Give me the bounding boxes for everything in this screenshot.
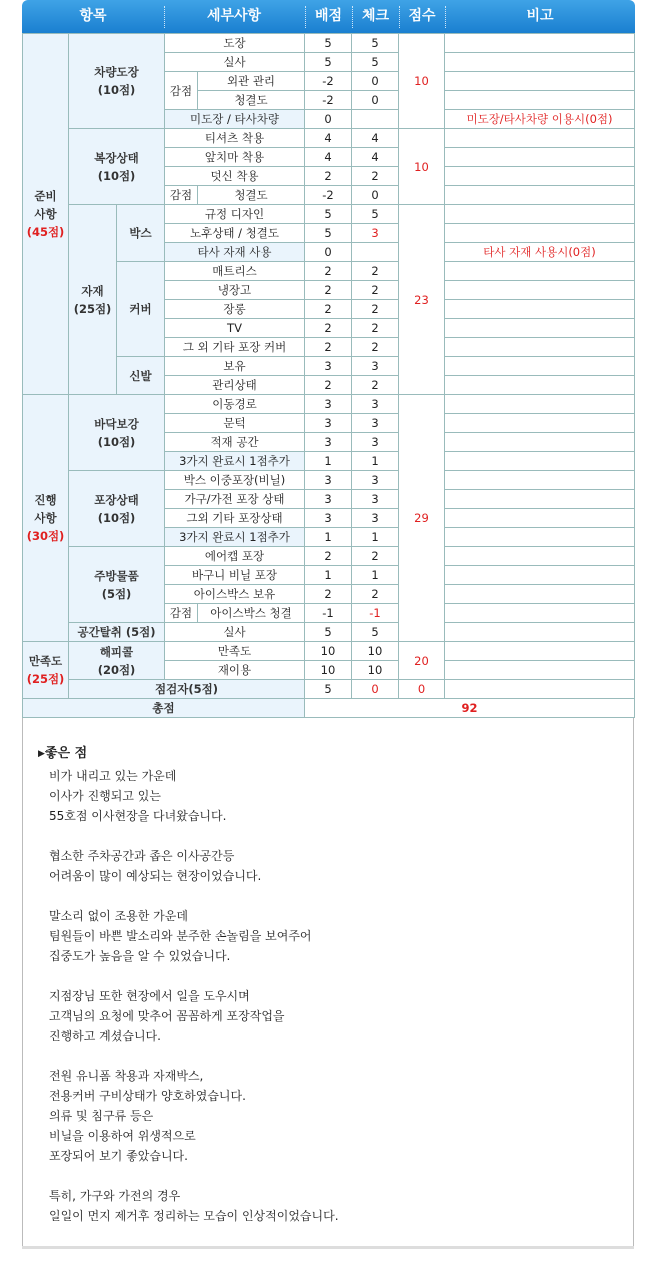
vehicle-pts: 5 xyxy=(305,34,352,53)
packing-pts: 3 xyxy=(305,471,352,490)
prep-label-2: 사항 xyxy=(34,207,57,221)
floor-detail: 이동경로 xyxy=(165,395,305,414)
material-score: 23 xyxy=(399,205,445,395)
cover-chk: 2 xyxy=(352,262,399,281)
notes-line: 어려움이 많이 예상되는 현장이었습니다. xyxy=(49,869,262,883)
shoe-chk: 3 xyxy=(352,357,399,376)
packing-detail: 그외 기타 포장상태 xyxy=(165,509,305,528)
notes-line: 전원 유니폼 착용과 자재박스, xyxy=(49,1069,204,1083)
attire-pts: 4 xyxy=(305,148,352,167)
vehicle-chk: 5 xyxy=(352,34,399,53)
cover-pts: 2 xyxy=(305,281,352,300)
packing-detail: 박스 이중포장(비닐) xyxy=(165,471,305,490)
floor-pts: 1 xyxy=(305,452,352,471)
packing-chk: 1 xyxy=(352,528,399,547)
kitchen-deduct-label: 감점 xyxy=(165,604,198,623)
prep-points: (45점) xyxy=(26,225,65,239)
inspector-label: 점검자(5점) xyxy=(69,680,305,699)
packing-points: (10점) xyxy=(97,510,136,525)
happycall-note xyxy=(445,642,635,661)
happycall-chk: 10 xyxy=(352,661,399,680)
satisfaction-label: 만족도 xyxy=(28,654,63,668)
material-group xyxy=(69,205,117,395)
box-label: 박스 xyxy=(117,205,165,262)
cover-detail: 장롱 xyxy=(165,300,305,319)
vehicle-pts: -2 xyxy=(305,91,352,110)
notes-line: 비닐을 이용하여 위생적으로 xyxy=(49,1129,196,1143)
floor-detail: 문턱 xyxy=(165,414,305,433)
cover-detail: 냉장고 xyxy=(165,281,305,300)
kitchen-chk: 2 xyxy=(352,547,399,566)
vehicle-note xyxy=(445,91,635,110)
floor-note xyxy=(445,452,635,471)
notes-body xyxy=(49,766,339,1246)
notes-paragraph xyxy=(49,846,339,886)
cover-note xyxy=(445,262,635,281)
notes-line: 의류 및 침구류 등은 xyxy=(49,1109,154,1123)
table-header xyxy=(22,0,635,33)
notes-paragraph xyxy=(49,986,339,1046)
vehicle-chk: 0 xyxy=(352,72,399,91)
space-chk: 5 xyxy=(352,623,399,642)
prep-category xyxy=(23,34,69,395)
notes-line: 일일이 먼지 제거후 정리하는 모습이 인상적이었습니다. xyxy=(49,1209,339,1223)
vehicle-chk xyxy=(352,110,399,129)
happycall-detail: 만족도 xyxy=(165,642,305,661)
vehicle-deduct-label: 감점 xyxy=(165,72,198,110)
total-value: 92 xyxy=(305,699,635,718)
kitchen-note xyxy=(445,604,635,623)
kitchen-name: 주방물품 xyxy=(94,568,139,583)
vehicle-points: (10점) xyxy=(97,83,136,97)
box-pts: 5 xyxy=(305,205,352,224)
box-detail: 규정 디자인 xyxy=(165,205,305,224)
prep-label-1: 준비 xyxy=(34,189,57,203)
header-check: 체크 xyxy=(361,8,390,24)
packing-note xyxy=(445,528,635,547)
notes-paragraph xyxy=(49,1186,339,1226)
vehicle-detail: 도장 xyxy=(165,34,305,53)
packing-chk: 3 xyxy=(352,471,399,490)
happycall-detail: 재이용 xyxy=(165,661,305,680)
attire-pts: 4 xyxy=(305,129,352,148)
cover-detail: 매트리스 xyxy=(165,262,305,281)
box-chk xyxy=(352,243,399,262)
vehicle-chk: 0 xyxy=(352,91,399,110)
kitchen-chk: 1 xyxy=(352,566,399,585)
kitchen-note xyxy=(445,566,635,585)
shoe-note xyxy=(445,357,635,376)
attire-pts: 2 xyxy=(305,167,352,186)
inspector-pts: 5 xyxy=(305,680,352,699)
attire-note xyxy=(445,148,635,167)
shoe-detail: 보유 xyxy=(165,357,305,376)
notes-line: 진행하고 계셨습니다. xyxy=(49,1029,161,1043)
attire-chk: 0 xyxy=(352,186,399,205)
kitchen-pts: 1 xyxy=(305,566,352,585)
cover-note xyxy=(445,319,635,338)
notes-title-text: 좋은 점 xyxy=(44,746,88,761)
floor-group xyxy=(69,395,165,471)
space-detail: 실사 xyxy=(165,623,305,642)
attire-detail: 청결도 xyxy=(198,186,305,205)
kitchen-chk: -1 xyxy=(352,604,399,623)
notes-paragraph xyxy=(49,766,339,826)
material-name: 자재 xyxy=(81,283,104,298)
floor-pts: 3 xyxy=(305,395,352,414)
notes-line: 지점장님 또한 현장에서 일을 도우시며 xyxy=(49,989,250,1003)
cover-pts: 2 xyxy=(305,319,352,338)
vehicle-chk: 5 xyxy=(352,53,399,72)
packing-chk: 3 xyxy=(352,509,399,528)
packing-detail: 가구/가전 포장 상태 xyxy=(165,490,305,509)
notes-line: 전용커버 구비상태가 양호하였습니다. xyxy=(49,1089,246,1103)
notes-line: 포장되어 보기 좋았습니다. xyxy=(49,1149,188,1163)
floor-name: 바닥보강 xyxy=(94,416,139,431)
shoe-pts: 3 xyxy=(305,357,352,376)
attire-chk: 2 xyxy=(352,167,399,186)
happycall-group xyxy=(69,642,165,680)
box-detail: 타사 자재 사용 xyxy=(165,243,305,262)
header-note: 비고 xyxy=(526,8,554,24)
vehicle-pts: 0 xyxy=(305,110,352,129)
notes-paragraph xyxy=(49,1066,339,1166)
attire-note xyxy=(445,186,635,205)
box-note xyxy=(445,205,635,224)
attire-chk: 4 xyxy=(352,148,399,167)
progress-points: (30점) xyxy=(26,529,65,543)
kitchen-pts: 2 xyxy=(305,547,352,566)
notes-line: 고객님의 요청에 맞추어 꼼꼼하게 포장작업을 xyxy=(49,1009,285,1023)
floor-chk: 1 xyxy=(352,452,399,471)
kitchen-points: (5점) xyxy=(101,586,132,601)
floor-note xyxy=(445,433,635,452)
satisfaction-category xyxy=(23,642,69,699)
packing-note xyxy=(445,490,635,509)
notes-line: 말소리 없이 조용한 가운데 xyxy=(49,909,188,923)
packing-pts: 3 xyxy=(305,509,352,528)
notes-paragraph xyxy=(49,906,339,966)
space-pts: 5 xyxy=(305,623,352,642)
attire-pts: -2 xyxy=(305,186,352,205)
cover-chk: 2 xyxy=(352,300,399,319)
attire-points: (10점) xyxy=(97,168,136,183)
vehicle-detail: 청결도 xyxy=(198,91,305,110)
progress-label-2: 사항 xyxy=(34,511,57,525)
progress-score: 29 xyxy=(399,395,445,642)
shoe-note xyxy=(445,376,635,395)
vehicle-score: 10 xyxy=(399,34,445,129)
score-table xyxy=(22,33,635,718)
packing-note xyxy=(445,471,635,490)
kitchen-note xyxy=(445,585,635,604)
happycall-name: 해피콜 xyxy=(99,644,134,659)
floor-detail: 3가지 완료시 1점추가 xyxy=(165,452,305,471)
satisfaction-points: (25점) xyxy=(26,672,65,686)
vehicle-name: 차량도장 xyxy=(94,65,139,79)
floor-detail: 적재 공간 xyxy=(165,433,305,452)
box-note: 타사 자재 사용시(0점) xyxy=(445,243,635,262)
shoe-chk: 2 xyxy=(352,376,399,395)
happycall-pts: 10 xyxy=(305,661,352,680)
progress-category xyxy=(23,395,69,642)
attire-group xyxy=(69,129,165,205)
floor-pts: 3 xyxy=(305,433,352,452)
attire-score: 10 xyxy=(399,129,445,205)
packing-detail: 3가지 완료시 1점추가 xyxy=(165,528,305,547)
cover-pts: 2 xyxy=(305,338,352,357)
header-item: 항목 xyxy=(79,8,107,24)
attire-note xyxy=(445,167,635,186)
vehicle-pts: 5 xyxy=(305,53,352,72)
happycall-chk: 10 xyxy=(352,642,399,661)
kitchen-pts: -1 xyxy=(305,604,352,623)
bottom-divider xyxy=(22,1246,634,1249)
kitchen-chk: 2 xyxy=(352,585,399,604)
box-pts: 5 xyxy=(305,224,352,243)
floor-note xyxy=(445,414,635,433)
shoe-label: 신발 xyxy=(117,357,165,395)
cover-label: 커버 xyxy=(117,262,165,357)
kitchen-detail: 아이스박스 보유 xyxy=(165,585,305,604)
notes-line: 집중도가 높음을 알 수 있었습니다. xyxy=(49,949,231,963)
notes-title xyxy=(38,742,87,761)
attire-detail: 덧신 착용 xyxy=(165,167,305,186)
notes-line: 이사가 진행되고 있는 xyxy=(49,789,161,803)
cover-chk: 2 xyxy=(352,319,399,338)
cover-note xyxy=(445,300,635,319)
inspector-score: 0 xyxy=(399,680,445,699)
header-score: 점수 xyxy=(408,8,436,24)
material-points: (25점) xyxy=(73,301,112,316)
vehicle-detail: 외관 관리 xyxy=(198,72,305,91)
floor-points: (10점) xyxy=(97,434,136,449)
notes-line: 특히, 가구와 가전의 경우 xyxy=(49,1189,181,1203)
notes-panel xyxy=(22,718,634,1247)
floor-pts: 3 xyxy=(305,414,352,433)
box-detail: 노후상태 / 청결도 xyxy=(165,224,305,243)
vehicle-pts: -2 xyxy=(305,72,352,91)
attire-deduct-label: 감점 xyxy=(165,186,198,205)
box-note xyxy=(445,224,635,243)
notes-line: 팀원들이 바쁜 발소리와 분주한 손놀림을 보여주어 xyxy=(49,929,312,943)
happycall-score: 20 xyxy=(399,642,445,680)
box-chk: 3 xyxy=(352,224,399,243)
progress-label-1: 진행 xyxy=(34,493,57,507)
vehicle-detail: 미도장 / 타사차량 xyxy=(165,110,305,129)
cover-detail: TV xyxy=(165,319,305,338)
attire-chk: 4 xyxy=(352,129,399,148)
space-group: 공간탈취 (5점) xyxy=(69,623,165,642)
kitchen-detail: 아이스박스 청결 xyxy=(198,604,305,623)
cover-chk: 2 xyxy=(352,338,399,357)
attire-detail: 앞치마 착용 xyxy=(165,148,305,167)
box-chk: 5 xyxy=(352,205,399,224)
notes-line: 비가 내리고 있는 가운데 xyxy=(49,769,177,783)
happycall-note xyxy=(445,661,635,680)
cover-chk: 2 xyxy=(352,281,399,300)
happycall-points: (20점) xyxy=(97,662,136,677)
floor-chk: 3 xyxy=(352,414,399,433)
header-detail: 세부사항 xyxy=(206,8,262,24)
floor-chk: 3 xyxy=(352,433,399,452)
vehicle-note xyxy=(445,53,635,72)
header-points: 배점 xyxy=(314,8,343,24)
packing-group xyxy=(69,471,165,547)
triangle-bullet-icon: ▶ xyxy=(38,749,45,759)
floor-note xyxy=(445,395,635,414)
notes-line: 55호점 이사현장을 다녀왔습니다. xyxy=(49,809,227,823)
attire-name: 복장상태 xyxy=(94,150,139,165)
vehicle-group xyxy=(69,34,165,129)
kitchen-pts: 2 xyxy=(305,585,352,604)
cover-pts: 2 xyxy=(305,300,352,319)
cover-detail: 그 외 기타 포장 커버 xyxy=(165,338,305,357)
kitchen-group xyxy=(69,547,165,623)
notes-line: 협소한 주차공간과 좁은 이사공간등 xyxy=(49,849,235,863)
packing-name: 포장상태 xyxy=(94,492,139,507)
shoe-detail: 관리상태 xyxy=(165,376,305,395)
space-note xyxy=(445,623,635,642)
inspector-note xyxy=(445,680,635,699)
packing-chk: 3 xyxy=(352,490,399,509)
happycall-pts: 10 xyxy=(305,642,352,661)
packing-note xyxy=(445,509,635,528)
inspector-chk: 0 xyxy=(352,680,399,699)
floor-chk: 3 xyxy=(352,395,399,414)
vehicle-note: 미도장/타사차량 이용시(0점) xyxy=(445,110,635,129)
kitchen-detail: 에어캡 포장 xyxy=(165,547,305,566)
cover-note xyxy=(445,338,635,357)
kitchen-note xyxy=(445,547,635,566)
attire-note xyxy=(445,129,635,148)
cover-note xyxy=(445,281,635,300)
total-label: 총점 xyxy=(23,699,305,718)
kitchen-detail: 바구니 비닐 포장 xyxy=(165,566,305,585)
packing-pts: 3 xyxy=(305,490,352,509)
cover-pts: 2 xyxy=(305,262,352,281)
vehicle-note xyxy=(445,72,635,91)
packing-pts: 1 xyxy=(305,528,352,547)
vehicle-note xyxy=(445,34,635,53)
box-pts: 0 xyxy=(305,243,352,262)
vehicle-detail: 실사 xyxy=(165,53,305,72)
shoe-pts: 2 xyxy=(305,376,352,395)
attire-detail: 티셔츠 착용 xyxy=(165,129,305,148)
